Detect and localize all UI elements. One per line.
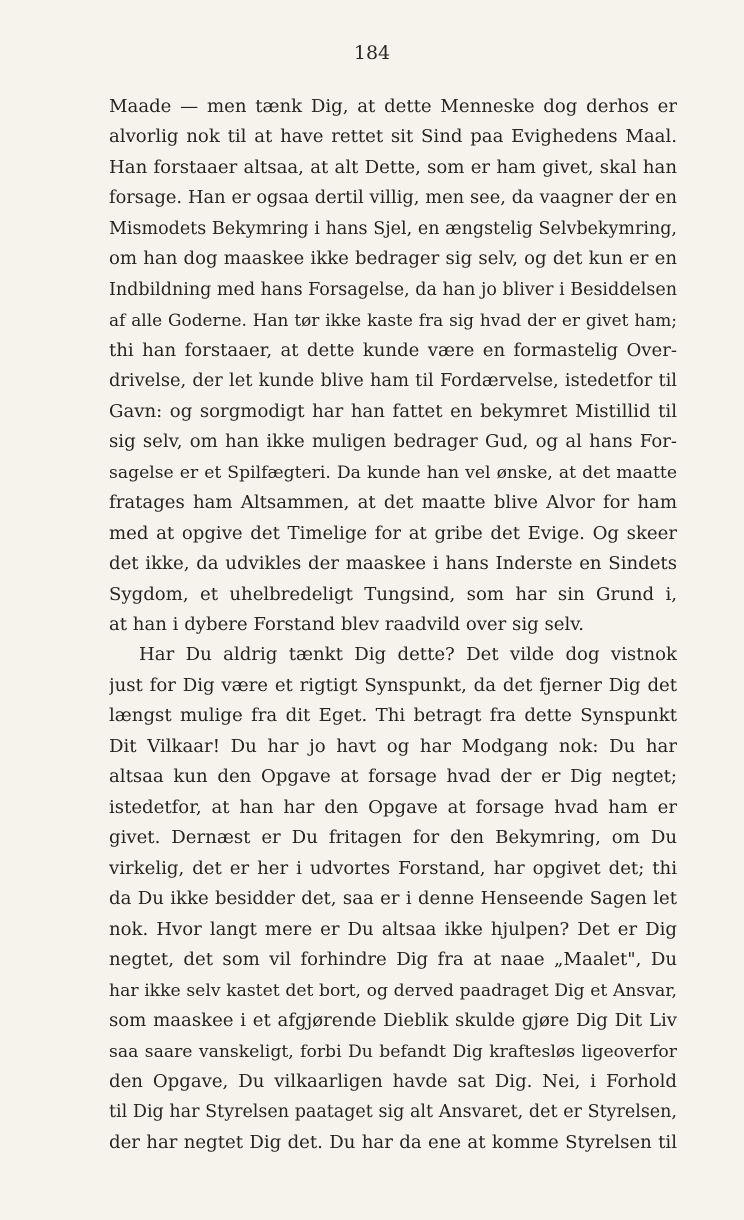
text-line: Han forstaaer altsaa, at alt Dette, som er ham givet, skal han bbox=[109, 156, 677, 178]
text-line: just for Dig være et rigtigt Synspunkt, da det fjerner Dig det bbox=[109, 674, 677, 696]
text-line: Sygdom, et uhelbredeligt Tungsind, som har sin Grund i, bbox=[109, 583, 677, 605]
text-line: det ikke, da udvikles der maaskee i hans Inderste en Sindets bbox=[109, 553, 677, 575]
text-line: alvorlig nok til at have rettet sit Sind paa Evighedens Maal. bbox=[109, 126, 677, 148]
text-line: den Opgave, Du vilkaarligen havde sat Dig. Nei, i Forhold bbox=[109, 1071, 677, 1092]
body-text bbox=[109, 92, 677, 1158]
text-line: nok. Hvor langt mere er Du altsaa ikke hjulpen? Det er Dig bbox=[109, 918, 677, 940]
text-line: om han dog maaskee ikke bedrager sig selv, og det kun er en bbox=[109, 248, 677, 270]
text-line: Har Du aldrig tænkt Dig dette? Det vilde dog vistnok bbox=[139, 644, 677, 666]
text-line: sagelse er et Spilfægteri. Da kunde han vel ønske, at det maatte bbox=[109, 462, 677, 483]
text-line: Indbildning med hans Forsagelse, da han jo bliver i Besiddelsen bbox=[109, 279, 677, 300]
text-line: givet. Dernæst er Du fritagen for den Bekymring, om Du bbox=[109, 827, 677, 849]
text-line: af alle Goderne. Han tør ikke kaste fra sig hvad der er givet ham; bbox=[109, 310, 677, 331]
text-line: med at opgive det Timelige for at gribe det Evige. Og skeer bbox=[109, 522, 677, 544]
text-line: thi han forstaaer, at dette kunde være en formastelig Over- bbox=[109, 339, 677, 361]
text-line: som maaskee i et afgjørende Dieblik skulde gjøre Dig Dit Liv bbox=[109, 1010, 677, 1032]
text-line: sig selv, om han ikke muligen bedrager Gud, og al hans For- bbox=[109, 431, 677, 453]
text-line: til Dig har Styrelsen paataget sig alt Ansvaret, det er Styrelsen, bbox=[109, 1102, 677, 1123]
text-line: virkelig, det er her i udvortes Forstand, har opgivet det; thi bbox=[109, 857, 677, 879]
text-line: altsaa kun den Opgave at forsage hvad der er Dig negtet; bbox=[109, 766, 677, 788]
text-line: da Du ikke besidder det, saa er i denne Henseende Sagen let bbox=[109, 888, 677, 910]
text-line: der har negtet Dig det. Du har da ene at komme Styrelsen til bbox=[109, 1131, 677, 1153]
text-line: har ikke selv kastet det bort, og derved paadraget Dig et Ansvar, bbox=[109, 980, 677, 1001]
text-line: fratages ham Altsammen, at det maatte blive Alvor for ham bbox=[109, 492, 677, 514]
page-number: 184 bbox=[353, 42, 391, 64]
text-line: Maade — men tænk Dig, at dette Menneske dog derhos er bbox=[109, 96, 677, 117]
text-line: forsage. Han er ogsaa dertil villig, men see, da vaagner der en bbox=[109, 187, 677, 209]
text-line: Mismodets Bekymring i hans Sjel, en ængstelig Selvbekymring, bbox=[109, 218, 677, 239]
text-line: istedetfor, at han har den Opgave at forsage hvad ham er bbox=[109, 796, 677, 818]
text-line: Gavn: og sorgmodigt har han fattet en bekymret Mistillid til bbox=[109, 400, 677, 422]
text-line: negtet, det som vil forhindre Dig fra at naae „Maalet", Du bbox=[109, 949, 677, 971]
text-line: drivelse, der let kunde blive ham til Fordærvelse, istedetfor til bbox=[109, 370, 677, 392]
text-line: saa saare vanskeligt, forbi Du befandt Dig kraftesløs ligeoverfor bbox=[109, 1041, 677, 1062]
text-line: at han i dybere Forstand blev raadvild over sig selv. bbox=[109, 613, 585, 635]
text-line: længst mulige fra dit Eget. Thi betragt fra dette Synspunkt bbox=[109, 705, 677, 727]
text-line: Dit Vilkaar! Du har jo havt og har Modgang nok: Du har bbox=[109, 735, 677, 757]
